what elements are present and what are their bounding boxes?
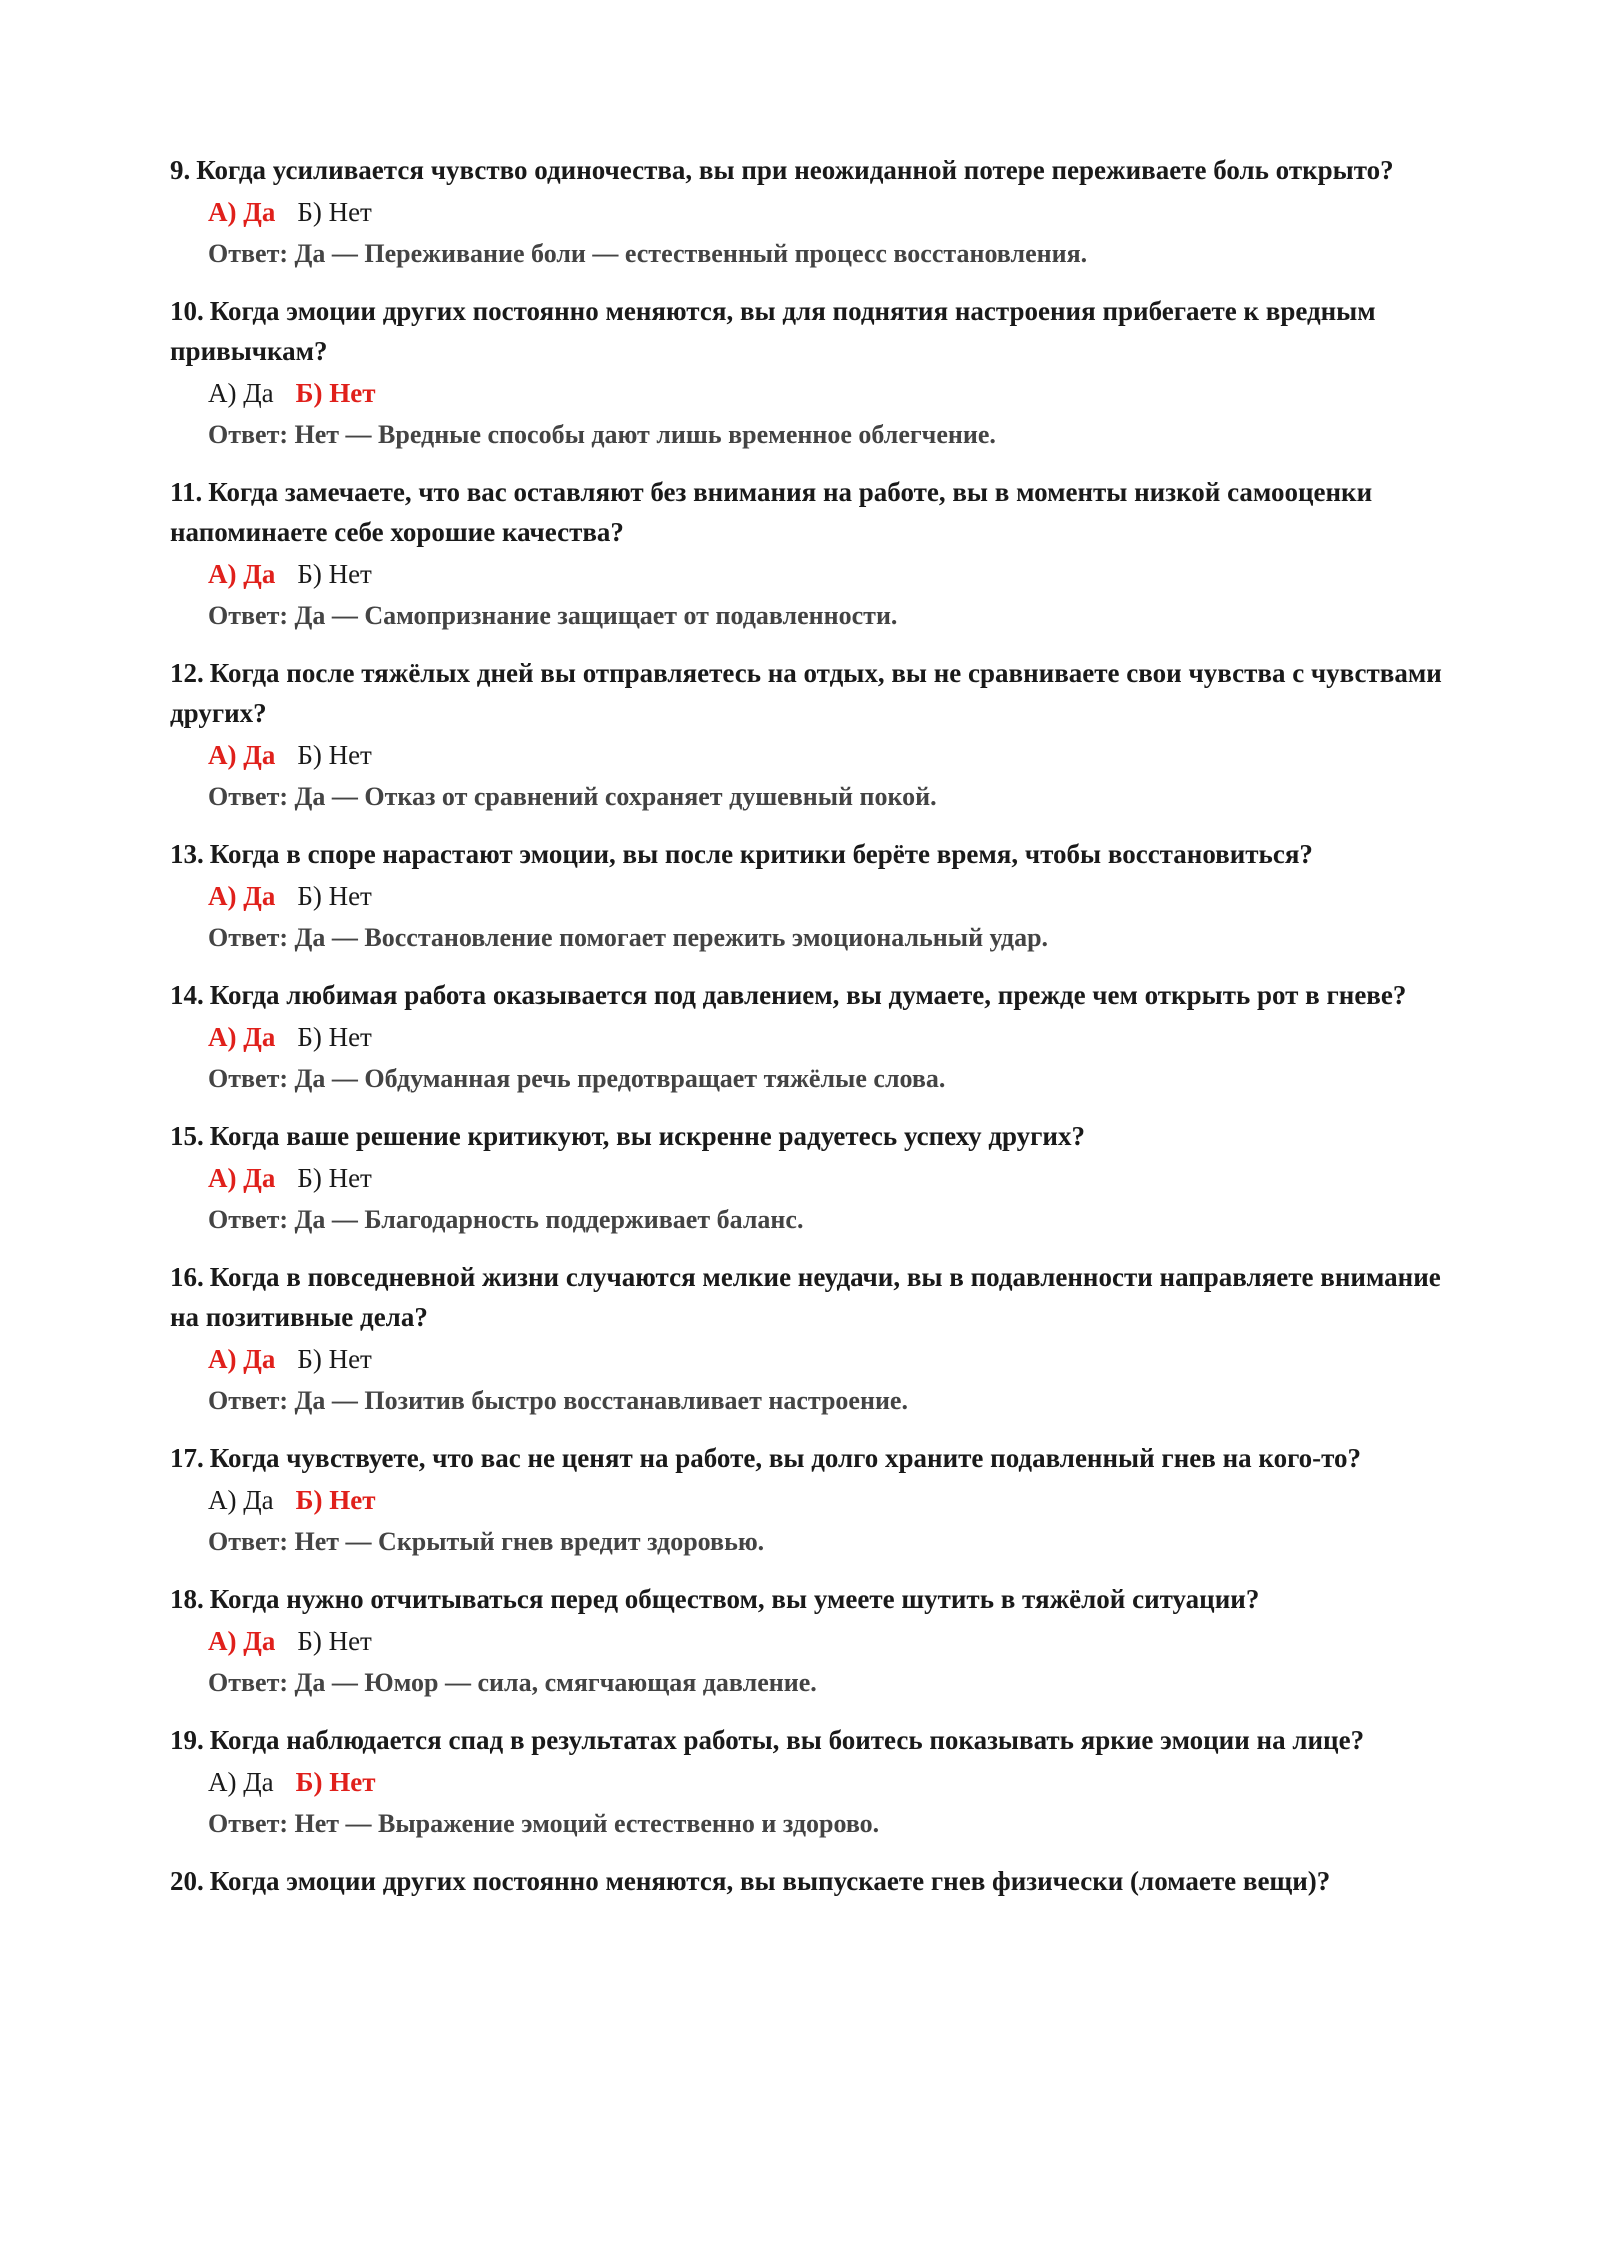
question-text xyxy=(170,834,1460,874)
question-block xyxy=(170,472,1460,636)
question-number: 15. xyxy=(170,1121,204,1151)
answer-explanation: Ответ: Да — Переживание боли — естественный процесс восстановления. xyxy=(208,239,1088,268)
question-block xyxy=(170,1720,1460,1844)
question-label: Когда чувствуете, что вас не ценят на работе, вы долго храните подавленный гнев на кого-то? xyxy=(209,1443,1362,1473)
answer-explanation: Ответ: Нет — Скрытый гнев вредит здоровью. xyxy=(208,1527,765,1556)
question-text xyxy=(170,1257,1460,1337)
question-block xyxy=(170,1438,1460,1562)
question-number: 9. xyxy=(170,155,191,185)
answer-options xyxy=(170,735,1460,775)
answer-explanation: Ответ: Да — Самопризнание защищает от подавленности. xyxy=(208,601,898,630)
answer-explanation: Ответ: Нет — Вредные способы дают лишь временное облегчение. xyxy=(208,420,996,449)
question-number: 16. xyxy=(170,1262,204,1292)
option-a: А) Да xyxy=(208,1767,274,1797)
option-b: Б) Нет xyxy=(297,1344,372,1374)
answer-options xyxy=(170,876,1460,916)
question-text xyxy=(170,472,1460,552)
question-number: 20. xyxy=(170,1866,204,1896)
question-block xyxy=(170,975,1460,1099)
question-text xyxy=(170,1720,1460,1760)
answer-explanation: Ответ: Да — Отказ от сравнений сохраняет душевный покой. xyxy=(208,782,937,811)
answer-options xyxy=(170,554,1460,594)
question-label: Когда эмоции других постоянно меняются, вы для поднятия настроения прибегаете к вредным привычкам? xyxy=(170,296,1376,366)
answer-explanation: Ответ: Да — Обдуманная речь предотвращает тяжёлые слова. xyxy=(208,1064,946,1093)
question-label: Когда любимая работа оказывается под давлением, вы думаете, прежде чем открыть рот в гневе? xyxy=(209,980,1407,1010)
question-block xyxy=(170,150,1460,274)
question-block xyxy=(170,1116,1460,1240)
option-b: Б) Нет xyxy=(297,881,372,911)
answer-explanation: Ответ: Да — Благодарность поддерживает баланс. xyxy=(208,1205,804,1234)
question-label: Когда нужно отчитываться перед обществом, вы умеете шутить в тяжёлой ситуации? xyxy=(209,1584,1260,1614)
question-block xyxy=(170,834,1460,958)
option-a: А) Да xyxy=(208,1626,276,1656)
option-a: А) Да xyxy=(208,1485,274,1515)
question-text xyxy=(170,150,1460,190)
question-text xyxy=(170,1116,1460,1156)
question-label: Когда после тяжёлых дней вы отправляетесь на отдых, вы не сравниваете свои чувства с чувствами других? xyxy=(170,658,1442,728)
answer-options xyxy=(170,1158,1460,1198)
answer-options xyxy=(170,1762,1460,1802)
option-b: Б) Нет xyxy=(295,1485,376,1515)
question-number: 10. xyxy=(170,296,204,326)
question-number: 13. xyxy=(170,839,204,869)
question-block xyxy=(170,1579,1460,1703)
option-b: Б) Нет xyxy=(297,559,372,589)
answer-explanation: Ответ: Да — Позитив быстро восстанавливает настроение. xyxy=(208,1386,908,1415)
question-number: 19. xyxy=(170,1725,204,1755)
question-number: 18. xyxy=(170,1584,204,1614)
question-text xyxy=(170,291,1460,371)
option-b: Б) Нет xyxy=(297,1163,372,1193)
question-text xyxy=(170,1861,1460,1901)
question-block xyxy=(170,1861,1460,1901)
question-label: Когда замечаете, что вас оставляют без внимания на работе, вы в моменты низкой самооценки напоминаете себе хорошие качества? xyxy=(170,477,1373,547)
question-label: Когда эмоции других постоянно меняются, вы выпускаете гнев физически (ломаете вещи)? xyxy=(209,1866,1331,1896)
answer-options xyxy=(170,192,1460,232)
question-text xyxy=(170,1579,1460,1619)
question-text xyxy=(170,1438,1460,1478)
question-text xyxy=(170,653,1460,733)
option-a: А) Да xyxy=(208,1344,276,1374)
option-a: А) Да xyxy=(208,1163,276,1193)
question-number: 12. xyxy=(170,658,204,688)
answer-options xyxy=(170,1339,1460,1379)
answer-explanation: Ответ: Нет — Выражение эмоций естественно и здорово. xyxy=(208,1809,880,1838)
option-b: Б) Нет xyxy=(297,1022,372,1052)
question-block xyxy=(170,291,1460,455)
question-label: Когда в повседневной жизни случаются мелкие неудачи, вы в подавленности направляете внимание на позитивные дела? xyxy=(170,1262,1441,1332)
question-label: Когда в споре нарастают эмоции, вы после критики берёте время, чтобы восстановиться? xyxy=(209,839,1313,869)
option-a: А) Да xyxy=(208,881,276,911)
answer-options xyxy=(170,1017,1460,1057)
question-number: 14. xyxy=(170,980,204,1010)
answer-options xyxy=(170,1480,1460,1520)
question-number: 17. xyxy=(170,1443,204,1473)
question-number: 11. xyxy=(170,477,203,507)
answer-options xyxy=(170,373,1460,413)
document-page xyxy=(170,150,1460,1918)
option-b: Б) Нет xyxy=(297,197,372,227)
answer-explanation: Ответ: Да — Восстановление помогает пережить эмоциональный удар. xyxy=(208,923,1049,952)
question-label: Когда ваше решение критикуют, вы искренне радуетесь успеху других? xyxy=(209,1121,1085,1151)
answer-options xyxy=(170,1621,1460,1661)
option-a: А) Да xyxy=(208,559,276,589)
option-a: А) Да xyxy=(208,740,276,770)
question-block xyxy=(170,653,1460,817)
option-b: Б) Нет xyxy=(295,1767,376,1797)
question-label: Когда наблюдается спад в результатах работы, вы боитесь показывать яркие эмоции на лице? xyxy=(209,1725,1365,1755)
option-b: Б) Нет xyxy=(297,740,372,770)
option-a: А) Да xyxy=(208,197,276,227)
option-b: Б) Нет xyxy=(297,1626,372,1656)
option-b: Б) Нет xyxy=(295,378,376,408)
question-list xyxy=(170,150,1460,1901)
question-label: Когда усиливается чувство одиночества, вы при неожиданной потере переживаете боль открыто? xyxy=(196,155,1394,185)
question-block xyxy=(170,1257,1460,1421)
option-a: А) Да xyxy=(208,1022,276,1052)
option-a: А) Да xyxy=(208,378,274,408)
answer-explanation: Ответ: Да — Юмор — сила, смягчающая давление. xyxy=(208,1668,817,1697)
question-text xyxy=(170,975,1460,1015)
